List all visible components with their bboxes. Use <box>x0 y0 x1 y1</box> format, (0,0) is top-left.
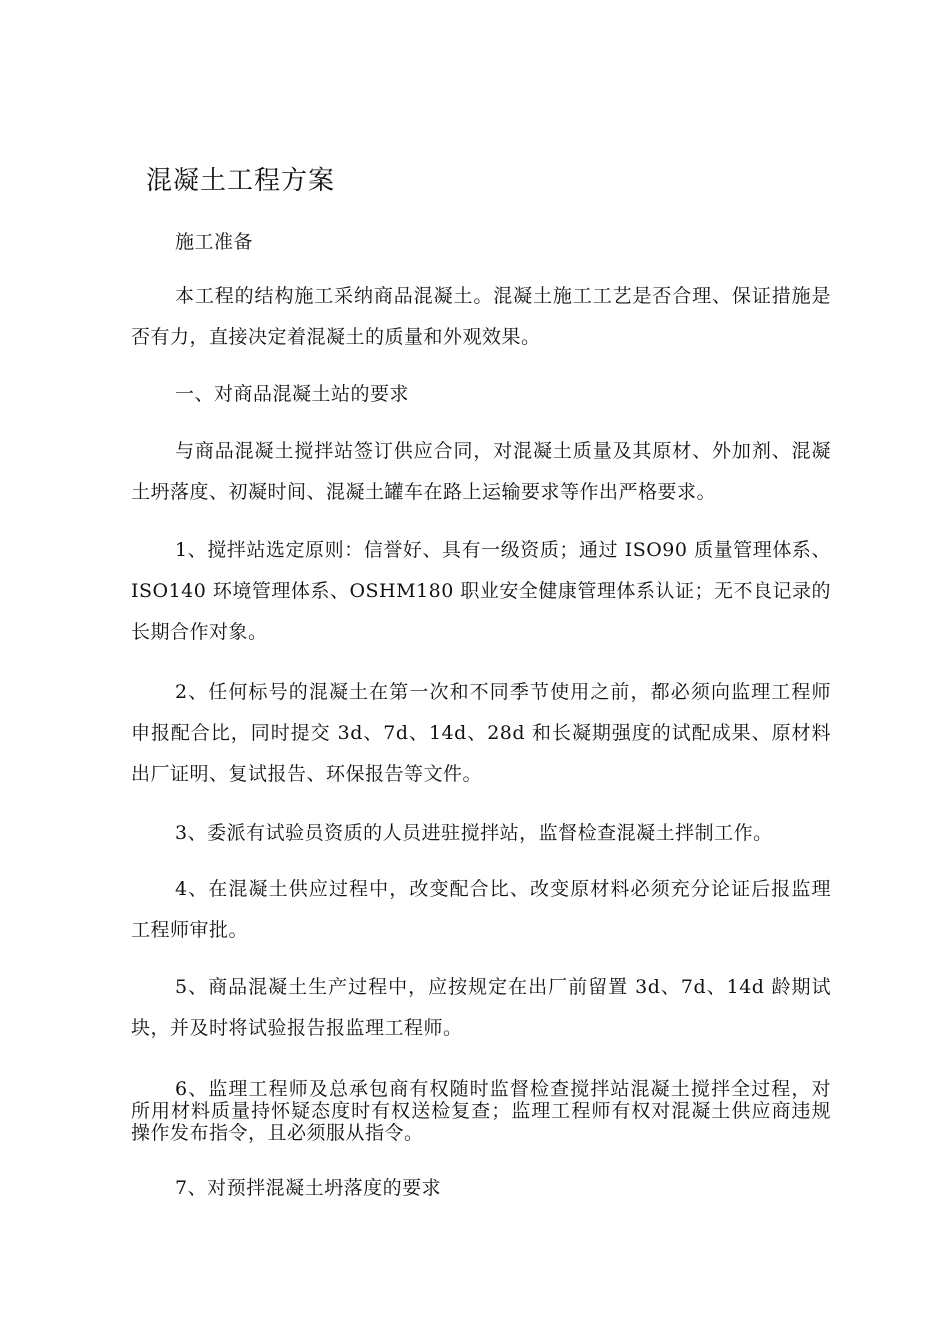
list-item-2: 2、任何标号的混凝土在第一次和不同季节使用之前，都必须向监理工程师申报配合比，同时提交 3d、7d、14d、28d 和长凝期强度的试配成果、原材料出厂证明、复试报告、环保报告等文件。 <box>131 681 831 785</box>
list-item-6: 6、监理工程师及总承包商有权随时监督检查搅拌站混凝土搅拌全过程，对所用材料质量持怀疑态度时有权送检复查；监理工程师有权对混凝土供应商违规操作发布指令，且必须服从指令。 <box>131 1078 831 1144</box>
section-1-body: 与商品混凝土搅拌站签订供应合同，对混凝土质量及其原材、外加剂、混凝土坍落度、初凝时间、混凝土罐车在路上运输要求等作出严格要求。 <box>131 440 831 503</box>
list-item-1: 1、搅拌站选定原则：信誉好、具有一级资质；通过 ISO90 质量管理体系、ISO140 环境管理体系、OSHM180 职业安全健康管理体系认证；无不良记录的长期合作对象。 <box>131 539 831 643</box>
intro-paragraph: 本工程的结构施工采纳商品混凝土。混凝土施工工艺是否合理、保证措施是否有力，直接决定着混凝土的质量和外观效果。 <box>131 285 831 348</box>
section-1-title: 一、对商品混凝土站的要求 <box>175 383 410 405</box>
list-item-5: 5、商品混凝土生产过程中，应按规定在出厂前留置 3d、7d、14d 龄期试块，并及时将试验报告报监理工程师。 <box>131 976 831 1039</box>
list-item-4: 4、在混凝土供应过程中，改变配合比、改变原材料必须充分论证后报监理工程师审批。 <box>131 878 831 941</box>
document-title: 混凝土工程方案 <box>146 166 336 196</box>
list-item-3: 3、委派有试验员资质的人员进驻搅拌站，监督检查混凝土拌制工作。 <box>175 822 773 844</box>
section-heading-preparation: 施工准备 <box>175 231 254 253</box>
list-item-7: 7、对预拌混凝土坍落度的要求 <box>175 1177 442 1199</box>
